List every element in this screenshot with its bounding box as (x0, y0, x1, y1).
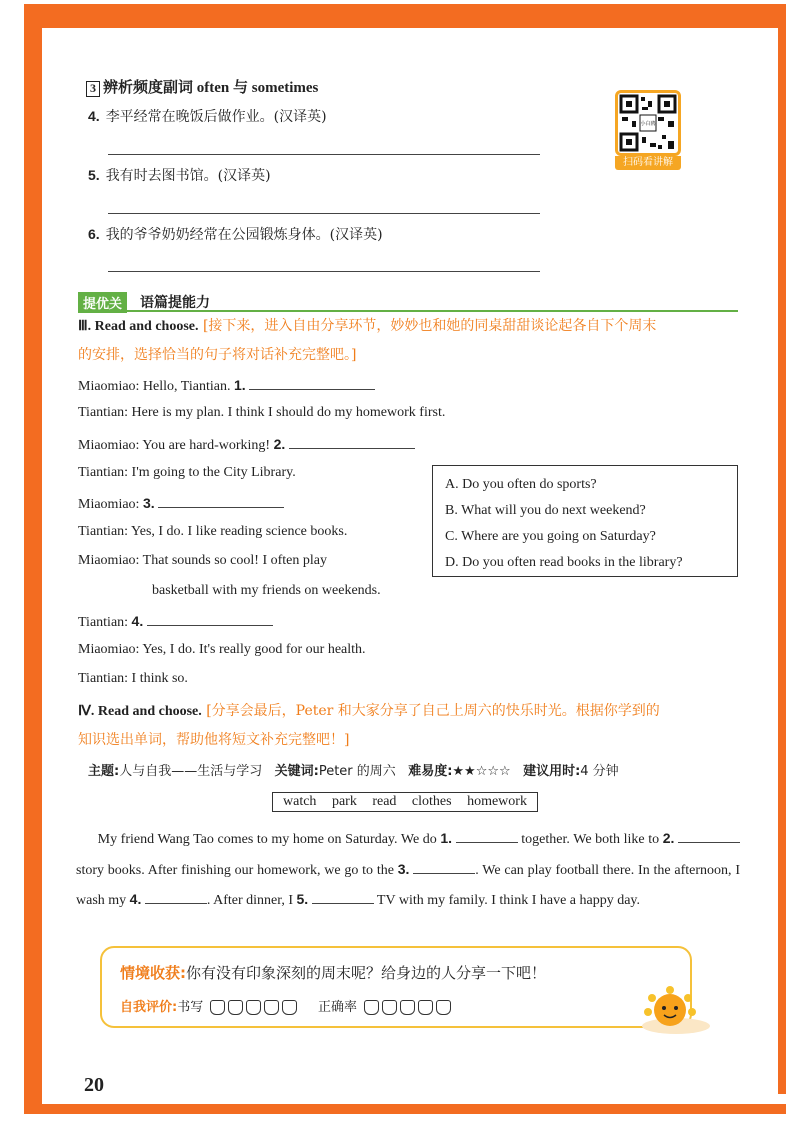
passage-blank-2[interactable] (678, 829, 740, 843)
blank-number: 4. (129, 891, 142, 907)
word-option: homework (467, 794, 527, 809)
word-option: clothes (411, 794, 452, 809)
writing-label: 书写 (177, 1000, 204, 1015)
dialog-text: Tiantian: I'm going to the City Library. (78, 465, 296, 480)
option-b: B. What will you do next weekend? (445, 503, 646, 518)
passage-text: My friend Wang Tao comes to my home on Saturday. We do (97, 832, 441, 847)
dialog-text: Tiantian: (78, 615, 132, 630)
dialog-text: Tiantian: I think so. (78, 671, 188, 686)
word-option: read (372, 794, 397, 809)
blank-number: 5. (296, 891, 309, 907)
section3-number: 3 (86, 81, 100, 97)
qr-code[interactable] (615, 90, 681, 172)
thumb-icon[interactable] (210, 1000, 225, 1015)
reflection-label: 情境收获: (120, 964, 186, 982)
dialog-line-11 (78, 671, 188, 687)
dialog-line-6 (78, 524, 347, 540)
section3-title: 辨析频度副词 often 与 sometimes (103, 80, 319, 96)
dialog-line-1 (78, 376, 375, 395)
qr-inner-label: 小白鸥 (640, 121, 656, 127)
dialog-line-4 (78, 465, 296, 481)
blank-4[interactable] (147, 612, 273, 626)
theme-label: 主题: (88, 764, 120, 779)
blank-number: 2. (273, 436, 286, 452)
dialog-text: basketball with my friends on weekends. (152, 583, 381, 598)
right-border (778, 4, 786, 1094)
reflection-row-1 (120, 962, 546, 983)
passage-blank-5[interactable] (312, 890, 374, 904)
question-number: 5. (88, 167, 100, 183)
word-bank (272, 792, 538, 812)
dialog-line-3 (78, 435, 415, 454)
blank-1[interactable] (249, 376, 375, 390)
passage-text: story books. After finishing our homework, we go to the (76, 862, 398, 878)
level-tag: 提优关 (78, 292, 127, 313)
dialog-text: Miaomiao: Hello, Tiantian. (78, 379, 234, 394)
answer-line-5[interactable] (108, 213, 540, 214)
question-text: 我的爷爷奶奶经常在公园锻炼身体。(汉译英) (105, 227, 383, 243)
time-value: 4 分钟 (580, 764, 619, 779)
thumb-icon[interactable] (246, 1000, 261, 1015)
passage-blank-4[interactable] (145, 890, 207, 904)
part3-instruction (78, 312, 656, 369)
theme-value: 人与自我——生活与学习 (119, 764, 263, 779)
part4-instruction-line1: [分享会最后，Peter 和大家分享了自己上周六的快乐时光。根据你学到的 (206, 703, 660, 719)
dialog-line-2 (78, 405, 445, 421)
difficulty-label: 难易度: (408, 764, 453, 779)
bottom-border (24, 1104, 786, 1114)
dialog-text: Miaomiao: (78, 497, 143, 512)
question-number: 6. (88, 226, 100, 242)
option-d: D. Do you often read books in the library? (445, 555, 683, 570)
part4-instruction (78, 697, 660, 754)
thumb-icon[interactable] (436, 1000, 451, 1015)
passage-text: . We can play football there. In the afternoon, I wash my (76, 862, 740, 908)
answer-line-4[interactable] (108, 154, 540, 155)
passage-text: . After dinner, I (206, 893, 297, 908)
passage-text: together. We both like to (517, 832, 663, 847)
part4-heading: Ⅳ. Read and choose. (78, 704, 202, 719)
level-title: 语篇提能力 (140, 295, 210, 311)
option-a: A. Do you often do sports? (445, 477, 597, 492)
dialog-text: Miaomiao: Yes, I do. It's really good for our health. (78, 642, 366, 657)
sun-mascot-icon (636, 982, 712, 1036)
passage-text: TV with my family. I think I have a happy day. (373, 893, 641, 908)
thumb-icon[interactable] (364, 1000, 379, 1015)
qr-caption: 扫码看讲解 (615, 156, 681, 170)
question-number: 4. (88, 108, 100, 124)
blank-3[interactable] (158, 494, 284, 508)
keyword-value: Peter 的周六 (318, 764, 396, 779)
part3-instruction-line2: 的安排，选择恰当的句子将对话补充完整吧。] (78, 347, 357, 363)
blank-number: 1. (440, 830, 453, 846)
accuracy-label: 正确率 (318, 1000, 358, 1015)
answer-line-6[interactable] (108, 271, 540, 272)
dialog-line-7 (78, 553, 327, 569)
blank-2[interactable] (289, 435, 415, 449)
left-border (24, 4, 42, 1114)
blank-number: 4. (131, 613, 144, 629)
blank-number: 3. (397, 860, 410, 877)
question-5 (88, 165, 271, 185)
qr-image (615, 90, 681, 156)
reflection-row-2 (120, 996, 451, 1015)
part3-heading: Ⅲ. Read and choose. (78, 319, 199, 334)
page-number: 20 (84, 1074, 104, 1096)
thumb-icon[interactable] (228, 1000, 243, 1015)
blank-number: 3. (142, 495, 155, 511)
part3-instruction-line1: [接下来，进入自由分享环节，妙妙也和她的同桌甜甜谈论起各自下个周末 (202, 318, 657, 334)
self-eval-label: 自我评价: (120, 1000, 178, 1015)
blank-number: 2. (662, 830, 675, 846)
dialog-line-8 (152, 583, 381, 599)
word-option: park (331, 794, 357, 809)
option-c: C. Where are you going on Saturday? (445, 529, 656, 544)
question-text: 李平经常在晚饭后做作业。(汉译英) (105, 109, 327, 125)
time-label: 建议用时: (523, 764, 581, 779)
dialog-text: Tiantian: Yes, I do. I like reading science books. (78, 524, 348, 539)
dialog-text: Miaomiao: That sounds so cool! I often play (78, 553, 327, 568)
reflection-text: 你有没有印象深刻的周末呢？给身边的人分享一下吧！ (186, 964, 547, 982)
top-border (24, 4, 784, 28)
thumb-icon[interactable] (264, 1000, 279, 1015)
reflection-box (100, 946, 692, 1028)
dialog-text: Miaomiao: You are hard-working! (78, 438, 274, 453)
thumb-icon[interactable] (400, 1000, 415, 1015)
dialog-line-9 (78, 612, 273, 631)
passage (76, 824, 740, 916)
question-4 (88, 106, 327, 126)
dialog-line-10 (78, 642, 366, 658)
keyword-label: 关键词: (274, 764, 319, 779)
blank-number: 1. (233, 377, 246, 393)
thumb-icon[interactable] (282, 1000, 297, 1015)
part4-instruction-line2: 知识选出单词，帮助他将短文补充完整吧！] (78, 732, 350, 748)
options-box (432, 465, 738, 577)
question-6 (88, 224, 383, 244)
passage-blank-3[interactable] (413, 860, 475, 874)
passage-blank-1[interactable] (456, 829, 518, 843)
section3-heading (86, 76, 318, 97)
thumb-icon[interactable] (382, 1000, 397, 1015)
dialog-text: Tiantian: Here is my plan. I think I should do my homework first. (78, 405, 446, 420)
question-text: 我有时去图书馆。(汉译英) (105, 168, 271, 184)
word-option: watch (283, 794, 317, 809)
difficulty-stars: ★★☆☆☆ (452, 764, 511, 779)
meta-row (88, 760, 619, 779)
thumb-icon[interactable] (418, 1000, 433, 1015)
dialog-line-5 (78, 494, 284, 513)
